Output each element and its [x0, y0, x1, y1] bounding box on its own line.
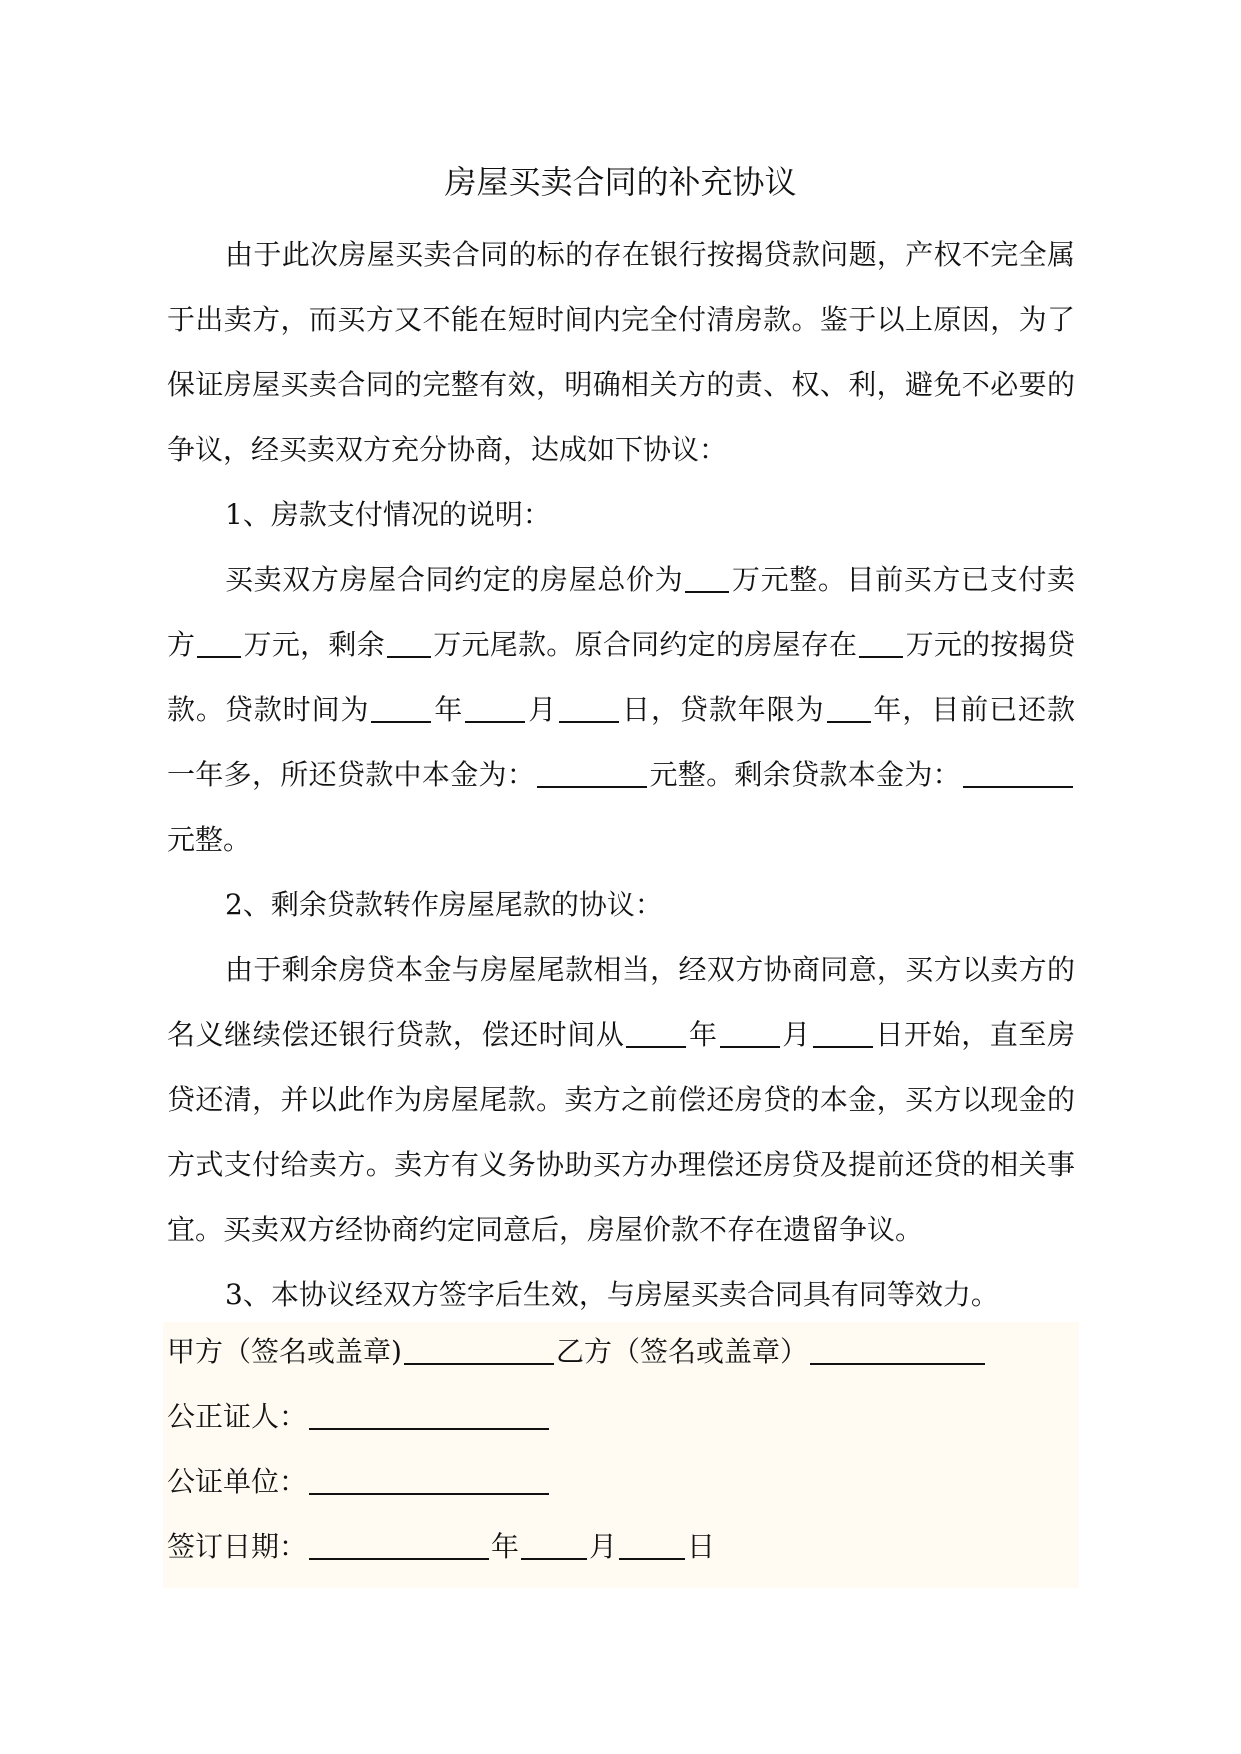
- notary-row: [167, 1395, 551, 1439]
- repay-month-blank[interactable]: [720, 1016, 780, 1048]
- sign-month-line[interactable]: [521, 1528, 587, 1560]
- notary-unit-line[interactable]: [309, 1463, 549, 1495]
- party-a-signature-line[interactable]: [404, 1333, 554, 1365]
- repay-year-blank[interactable]: [626, 1016, 686, 1048]
- document-title: 房屋买卖合同的补充协议: [444, 163, 797, 201]
- remaining-principal-blank[interactable]: [963, 756, 1073, 788]
- repaid-principal-blank[interactable]: [537, 756, 647, 788]
- loan-term-blank[interactable]: [827, 691, 871, 723]
- paid-amount-blank[interactable]: [197, 626, 241, 658]
- notary-label: 公正证人：: [167, 1400, 308, 1433]
- signature-block: [163, 1322, 1079, 1588]
- party-a-label: 甲方（签名或盖章): [167, 1335, 402, 1368]
- loan-month-blank[interactable]: [465, 691, 525, 723]
- section-2-paragraph: 由于剩余房贷本金与房屋尾款相当，经双方协商同意，买方以卖方的名义继续偿还银行贷款，偿还时间从 年 月 日开始，直至房贷还清，并以此作为房屋尾款。卖方之前偿还房贷的本金，买方以现金的方式支付给卖方。卖方有义务协助买方办理偿还房贷及提前还贷的相关事宜。买卖双方经协商约定同意后，房屋价款不存在遗留争议。: [167, 953, 1075, 1246]
- date-label: 签订日期：: [167, 1530, 308, 1563]
- party-b-label: 乙方（签名或盖章）: [555, 1335, 808, 1368]
- loan-year-blank[interactable]: [371, 691, 431, 723]
- date-row: 签订日期： 年 月 日: [167, 1530, 716, 1563]
- sign-day-line[interactable]: [619, 1528, 685, 1560]
- notary-unit-row: [167, 1460, 551, 1504]
- section-3-paragraph: 3、本协议经双方签字后生效，与房屋买卖合同具有同等效力。: [225, 1278, 999, 1311]
- section-2-heading: 2、剩余贷款转作房屋尾款的协议：: [225, 888, 663, 921]
- total-price-blank[interactable]: [685, 561, 729, 593]
- document-body: [167, 222, 1075, 1327]
- repay-day-blank[interactable]: [813, 1016, 873, 1048]
- sign-year-line[interactable]: [309, 1528, 489, 1560]
- section-1-heading: 1、房款支付情况的说明：: [225, 498, 551, 531]
- party-signature-row: [167, 1330, 987, 1374]
- party-b-signature-line[interactable]: [810, 1333, 985, 1365]
- notary-unit-label: 公证单位：: [167, 1465, 308, 1498]
- section-1-paragraph: 买卖双方房屋合同约定的房屋总价为 万元整。目前买方已支付卖方 万元，剩余 万元尾款。原合同约定的房屋存在 万元的按揭贷款。贷款时间为 年 月 日，贷款年限为 年，目前已还款一年多，所还贷款中本金为： 元整。剩余贷款本金为：元整。: [167, 563, 1075, 856]
- intro-paragraph: 由于此次房屋买卖合同的标的存在银行按揭贷款问题，产权不完全属于出卖方，而买方又不能在短时间内完全付清房款。鉴于以上原因，为了保证房屋买卖合同的完整有效，明确相关方的责、权、利，避免不必要的争议，经买卖双方充分协商，达成如下协议：: [167, 238, 1075, 466]
- loan-day-blank[interactable]: [559, 691, 619, 723]
- remaining-amount-blank[interactable]: [387, 626, 431, 658]
- notary-signature-line[interactable]: [309, 1398, 549, 1430]
- mortgage-amount-blank[interactable]: [859, 626, 903, 658]
